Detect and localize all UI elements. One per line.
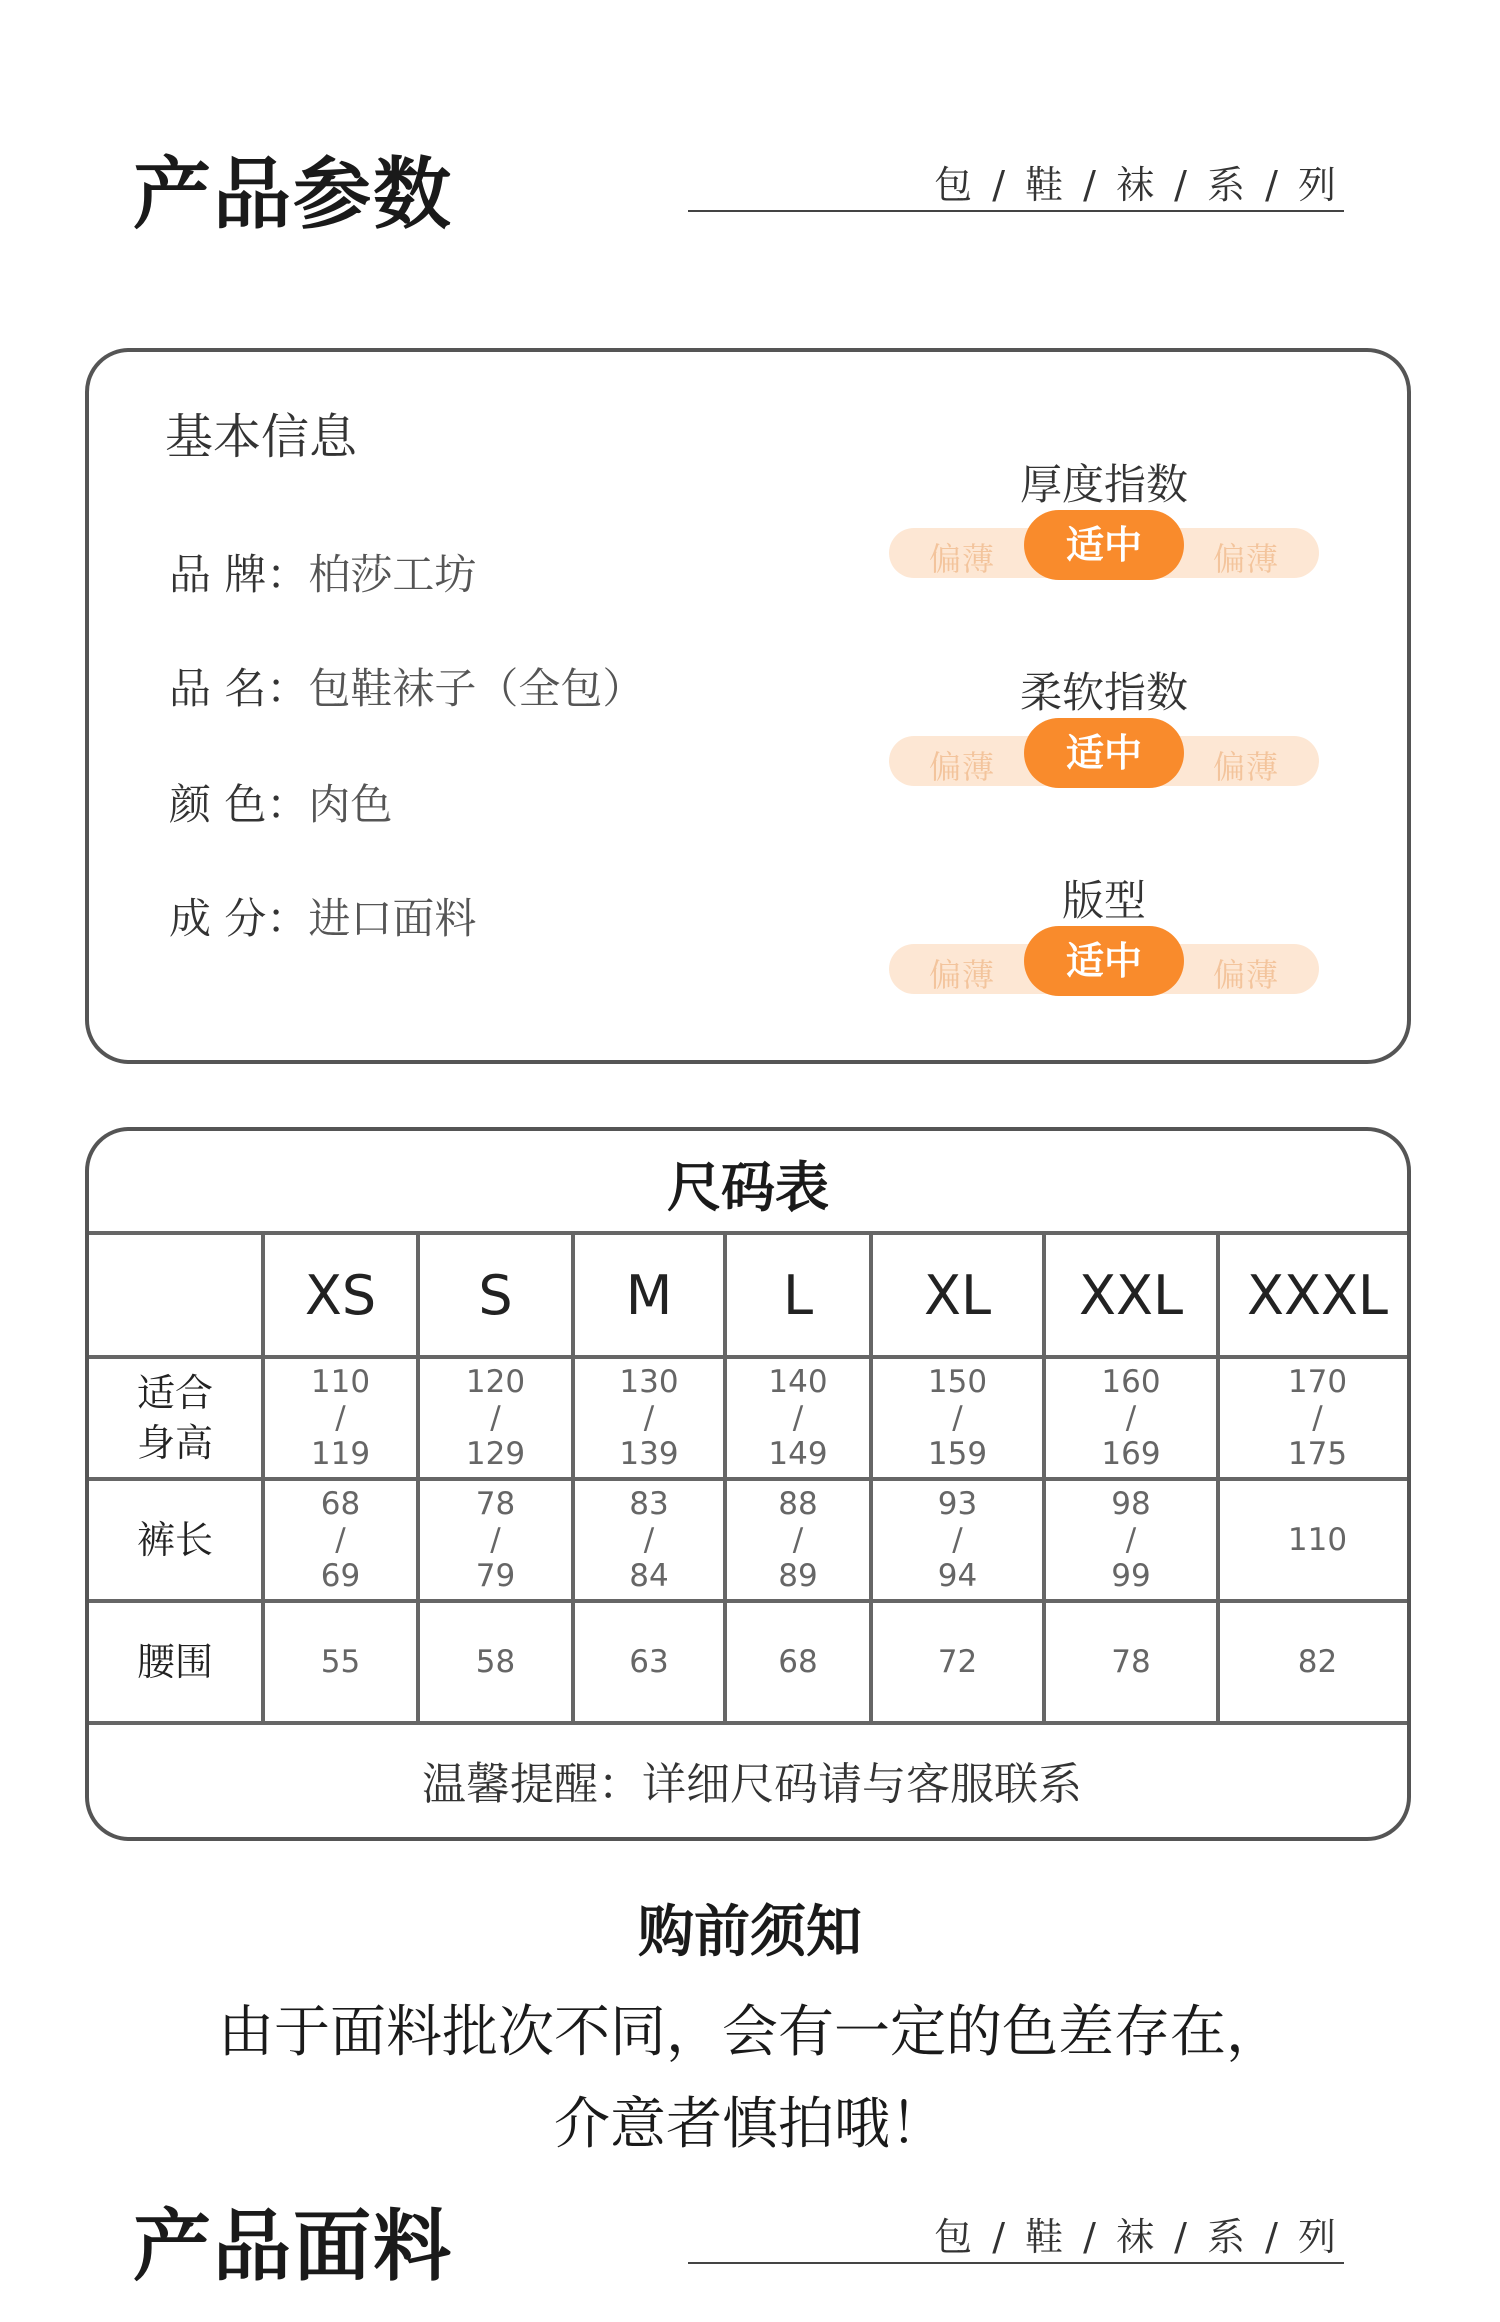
info-row-color — [169, 772, 392, 832]
metric-title: 版型 — [1061, 876, 1146, 925]
table-cell: 150 / 159 — [871, 1357, 1044, 1479]
table-cell: 58 — [418, 1601, 573, 1723]
table-cell: 82 — [1218, 1601, 1411, 1723]
table-cell: 93 / 94 — [871, 1479, 1044, 1601]
basic-info-card — [85, 348, 1411, 1064]
info-label: 品 牌： — [169, 550, 309, 599]
table-row-height — [87, 1357, 1411, 1479]
metric-scale — [889, 939, 1319, 994]
size-header: XXXL — [1218, 1233, 1411, 1357]
table-row-waist — [87, 1601, 1411, 1723]
scale-selected-badge: 适中 — [1024, 718, 1184, 788]
table-cell: 170 / 175 — [1218, 1357, 1411, 1479]
info-value: 包鞋袜子（全包） — [308, 664, 645, 713]
table-cell: 160 / 169 — [1044, 1357, 1218, 1479]
size-header-row — [87, 1233, 1411, 1357]
section-header-params — [0, 132, 1500, 262]
table-cell: 98 / 99 — [1044, 1479, 1218, 1601]
metric-scale — [889, 523, 1319, 578]
info-row-material — [169, 886, 476, 946]
info-value: 柏莎工坊 — [308, 550, 477, 599]
table-cell: 110 / 119 — [263, 1357, 418, 1479]
notice-line-1: 由于面料批次不同，会有一定的色差存在， — [218, 2000, 1282, 2065]
size-table — [85, 1231, 1411, 1835]
scale-right-label: 偏薄 — [1212, 748, 1279, 786]
notice-line-2: 介意者慎拍哦！ — [554, 2092, 946, 2157]
table-cell: 68 — [725, 1601, 871, 1723]
size-header: XXL — [1044, 1233, 1218, 1357]
scale-right-label: 偏薄 — [1212, 540, 1279, 578]
metric-scale — [889, 731, 1319, 786]
scale-selected-badge: 适中 — [1024, 926, 1184, 996]
row-label: 裤长 — [87, 1479, 263, 1601]
table-cell: 55 — [263, 1601, 418, 1723]
section-divider — [688, 2262, 1344, 2264]
table-note-row — [87, 1723, 1411, 1835]
row-label: 适合 身高 — [87, 1357, 263, 1479]
size-header: XS — [263, 1233, 418, 1357]
section-title: 产品参数 — [133, 150, 454, 240]
size-note: 温馨提醒：详细尺码请与客服联系 — [87, 1723, 1411, 1835]
size-chart-title: 尺码表 — [667, 1156, 829, 1219]
info-row-name — [169, 656, 644, 716]
table-cell: 68 / 69 — [263, 1479, 418, 1601]
row-label: 腰围 — [87, 1601, 263, 1723]
info-value: 进口面料 — [308, 894, 477, 943]
table-cell: 140 / 149 — [725, 1357, 871, 1479]
table-cell: 88 / 89 — [725, 1479, 871, 1601]
info-value: 肉色 — [308, 780, 393, 829]
scale-selected-badge: 适中 — [1024, 510, 1184, 580]
metric-title: 柔软指数 — [1019, 668, 1188, 717]
info-heading: 基本信息 — [165, 409, 358, 465]
scale-left-label: 偏薄 — [929, 540, 996, 578]
table-cell: 78 / 79 — [418, 1479, 573, 1601]
size-header: XL — [871, 1233, 1044, 1357]
table-cell: 72 — [871, 1601, 1044, 1723]
info-label: 颜 色： — [169, 780, 309, 829]
info-label: 成 分： — [169, 894, 309, 943]
size-header: S — [418, 1233, 573, 1357]
info-label: 品 名： — [169, 664, 309, 713]
metric-softness — [889, 660, 1319, 786]
notice-title: 购前须知 — [638, 1900, 862, 1965]
size-header: L — [725, 1233, 871, 1357]
table-cell: 63 — [573, 1601, 725, 1723]
section-series: 包 / 鞋 / 袜 / 系 / 列 — [934, 163, 1340, 207]
section-series: 包 / 鞋 / 袜 / 系 / 列 — [934, 2215, 1340, 2259]
section-title: 产品面料 — [133, 2202, 454, 2292]
scale-left-label: 偏薄 — [929, 748, 996, 786]
corner-cell — [87, 1233, 263, 1357]
table-row-length — [87, 1479, 1411, 1601]
table-cell: 120 / 129 — [418, 1357, 573, 1479]
metric-fit — [889, 868, 1319, 994]
metric-title: 厚度指数 — [1019, 460, 1188, 509]
metric-thickness — [889, 452, 1319, 578]
scale-right-label: 偏薄 — [1212, 956, 1279, 994]
table-cell: 110 — [1218, 1479, 1411, 1601]
table-cell: 78 — [1044, 1601, 1218, 1723]
size-header: M — [573, 1233, 725, 1357]
section-header-fabric — [0, 2184, 1500, 2314]
size-chart-card — [85, 1127, 1411, 1841]
section-divider — [688, 210, 1344, 212]
info-row-brand — [169, 542, 476, 602]
table-cell: 130 / 139 — [573, 1357, 725, 1479]
scale-left-label: 偏薄 — [929, 956, 996, 994]
table-cell: 83 / 84 — [573, 1479, 725, 1601]
